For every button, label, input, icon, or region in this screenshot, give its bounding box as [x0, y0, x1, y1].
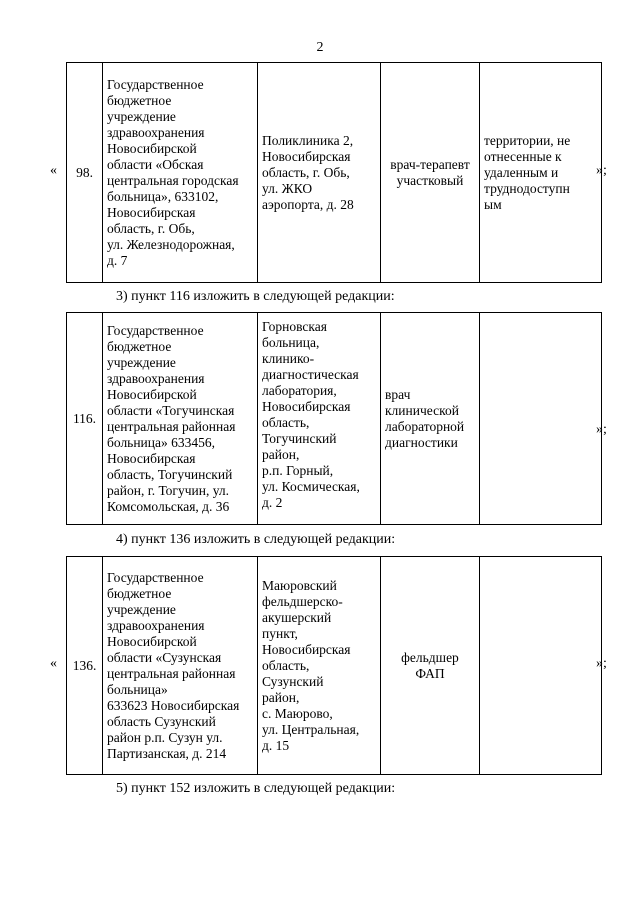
- entry-number: 136.: [67, 557, 103, 775]
- close-quote: »;: [596, 163, 607, 178]
- page-number: 2: [316, 40, 324, 55]
- territory-cell: [480, 313, 602, 525]
- entry-number: 98.: [67, 63, 103, 283]
- address-cell: Поликлиника 2, Новосибирская область, г. Обь, ул. ЖКО аэропорта, д. 28: [258, 63, 381, 283]
- territory-cell: [480, 557, 602, 775]
- position-cell: фельдшер ФАП: [381, 557, 480, 775]
- close-quote: »;: [596, 656, 607, 671]
- institution-cell: Государственное бюджетное учреждение здравоохранения Новосибирской области «Тогучинская центральная районная больница» 633456, Новосибирская область, Тогучинский район, г. Тогучин, ул. Комсомольская, д. 36: [103, 313, 258, 525]
- address-cell: Горновская больница, клинико- диагностическая лаборатория, Новосибирская область, Тогучинский район, р.п. Горный, ул. Космическая, д. 2: [258, 313, 381, 525]
- entry-table-116: [66, 312, 602, 525]
- entry-table-136: [66, 556, 602, 775]
- instruction-line: 5) пункт 152 изложить в следующей редакции:: [116, 781, 396, 796]
- close-quote: »;: [596, 422, 607, 437]
- institution-cell: Государственное бюджетное учреждение здравоохранения Новосибирской области «Обская центральная городская больница», 633102, Новосибирская область, г. Обь, ул. Железнодорожная, д. 7: [103, 63, 258, 283]
- position-cell: врач-терапевт участковый: [381, 63, 480, 283]
- entry-table-98: [66, 62, 602, 283]
- open-quote: «: [50, 163, 57, 178]
- institution-cell: Государственное бюджетное учреждение здравоохранения Новосибирской области «Сузунская центральная районная больница» 633623 Новосибирская область Сузунский район р.п. Сузун ул. Партизанская, д. 214: [103, 557, 258, 775]
- entry-number: 116.: [67, 313, 103, 525]
- address-cell: Маюровский фельдшерско- акушерский пункт, Новосибирская область, Сузунский район, с. Маюрово, ул. Центральная, д. 15: [258, 557, 381, 775]
- position-cell: врач клинической лабораторной диагностики: [381, 313, 480, 525]
- instruction-line: 3) пункт 116 изложить в следующей редакции:: [116, 289, 395, 304]
- instruction-line: 4) пункт 136 изложить в следующей редакции:: [116, 532, 396, 547]
- territory-cell: территории, не отнесенные к удаленным и труднодоступн ым: [480, 63, 602, 283]
- open-quote: «: [50, 656, 57, 671]
